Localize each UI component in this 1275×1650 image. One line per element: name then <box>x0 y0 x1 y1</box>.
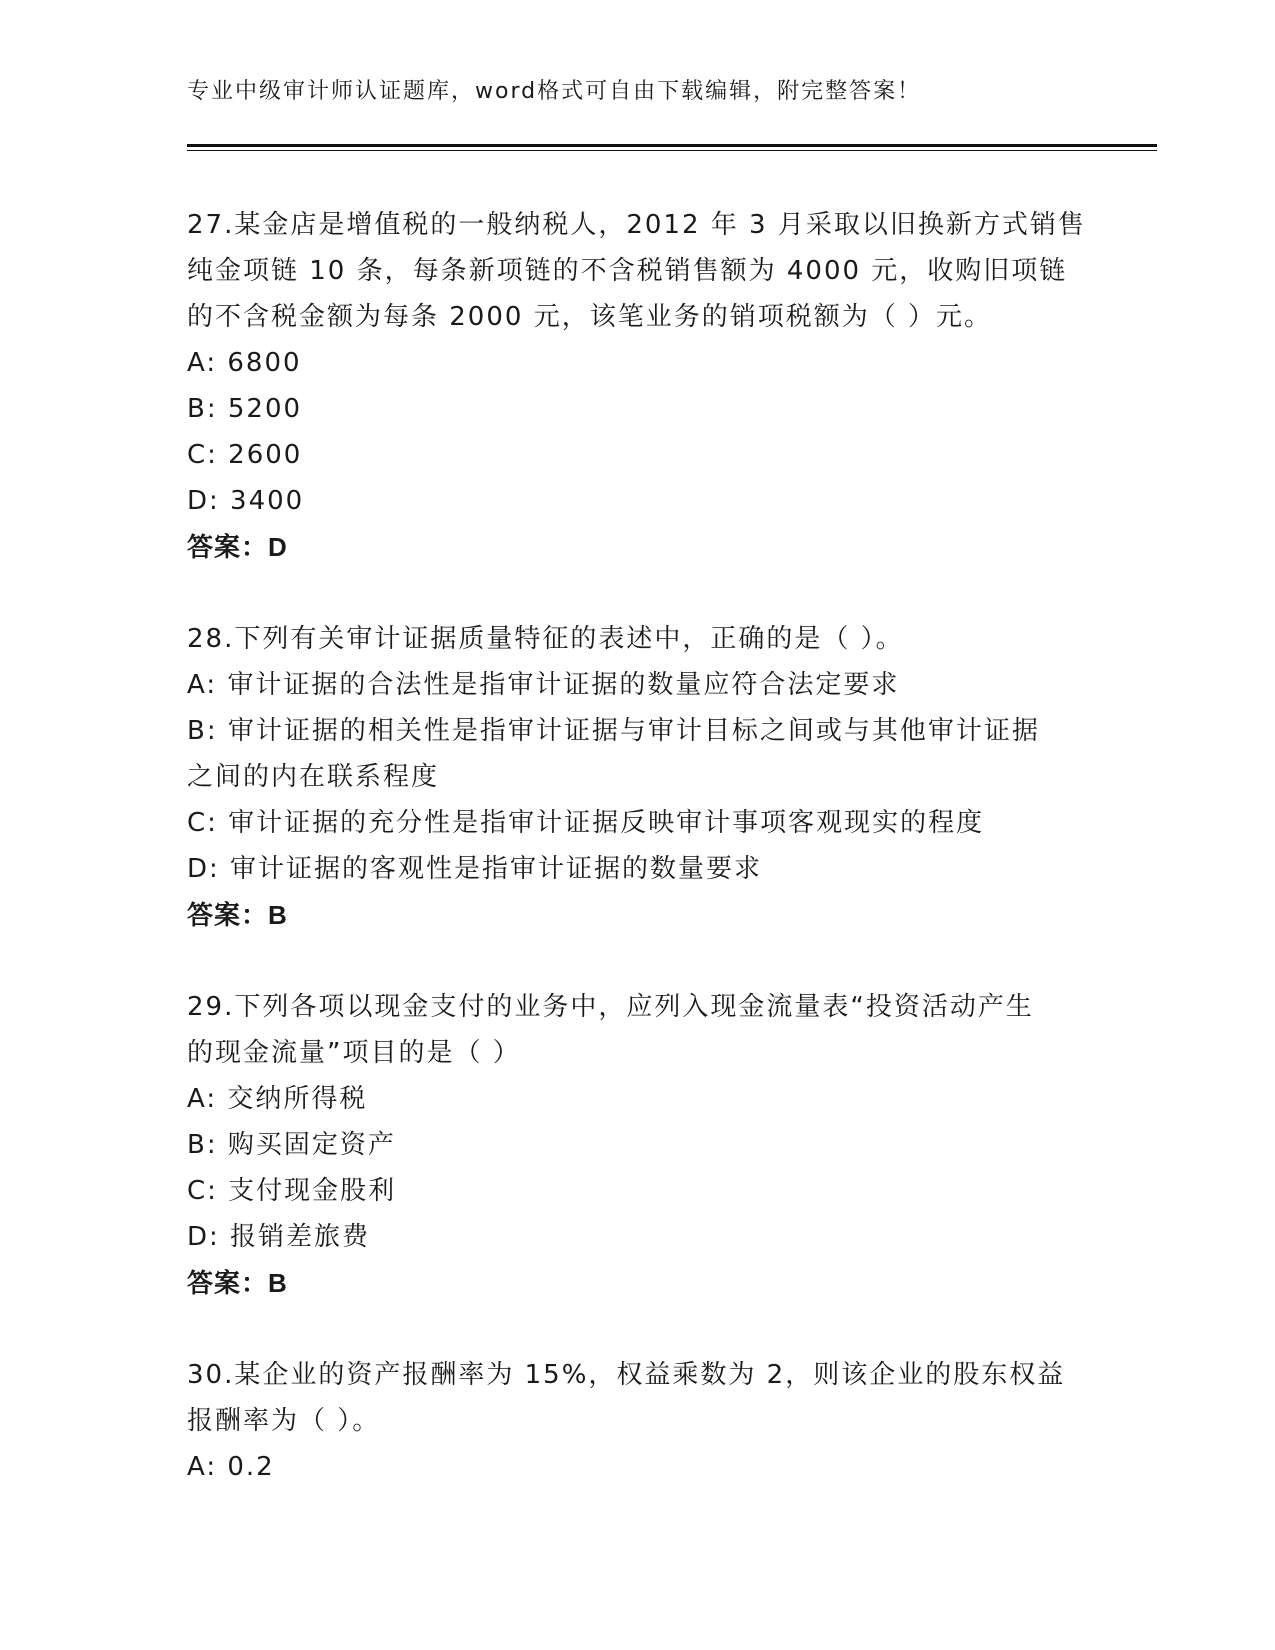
question-29 <box>187 984 1087 1306</box>
document-header: 专业中级审计师认证题库，word格式可自由下载编辑，附完整答案！ <box>187 79 922 104</box>
question-stem-line: 27.某金店是增值税的一般纳税人，2012 年 3 月采取以旧换新方式销售 <box>187 210 1086 240</box>
question-27 <box>187 202 1087 570</box>
answer-line: 答案：D <box>187 532 288 562</box>
header-rule-thin <box>187 150 1157 151</box>
option-b: B: 审计证据的相关性是指审计证据与审计目标之间或与其他审计证据 <box>187 716 1040 746</box>
option-a: A: 6800 <box>187 348 302 378</box>
option-b: B: 5200 <box>187 394 303 424</box>
option-a: A: 审计证据的合法性是指审计证据的数量应符合法定要求 <box>187 670 900 700</box>
question-stem-line: 30.某企业的资产报酬率为 15%，权益乘数为 2，则该企业的股东权益 <box>187 1360 1066 1390</box>
option-d: D: 3400 <box>187 486 305 516</box>
option-d: D: 报销差旅费 <box>187 1222 371 1252</box>
question-stem-line: 的不含税金额为每条 2000 元，该笔业务的销项税额为（ ）元。 <box>187 302 992 332</box>
option-a: A: 交纳所得税 <box>187 1084 368 1114</box>
question-28 <box>187 616 1087 938</box>
option-a: A: 0.2 <box>187 1452 275 1482</box>
question-stem-line: 报酬率为（ ）。 <box>187 1406 381 1436</box>
option-c: C: 2600 <box>187 440 303 470</box>
option-b-continued: 之间的内在联系程度 <box>187 762 440 792</box>
question-stem-line: 28.下列有关审计证据质量特征的表述中，正确的是（ ）。 <box>187 624 904 654</box>
question-list <box>187 202 1087 1536</box>
question-stem-line: 纯金项链 10 条，每条新项链的不含税销售额为 4000 元，收购旧项链 <box>187 256 1068 286</box>
question-stem-line: 的现金流量”项目的是（ ） <box>187 1038 521 1068</box>
option-d: D: 审计证据的客观性是指审计证据的数量要求 <box>187 854 763 884</box>
answer-line: 答案：B <box>187 900 288 930</box>
answer-line: 答案：B <box>187 1268 288 1298</box>
option-c: C: 支付现金股利 <box>187 1176 397 1206</box>
option-c: C: 审计证据的充分性是指审计证据反映审计事项客观现实的程度 <box>187 808 985 838</box>
header-rule-thick <box>187 144 1157 147</box>
question-30 <box>187 1352 1087 1490</box>
question-stem-line: 29.下列各项以现金支付的业务中，应列入现金流量表“投资活动产生 <box>187 992 1034 1022</box>
option-b: B: 购买固定资产 <box>187 1130 396 1160</box>
